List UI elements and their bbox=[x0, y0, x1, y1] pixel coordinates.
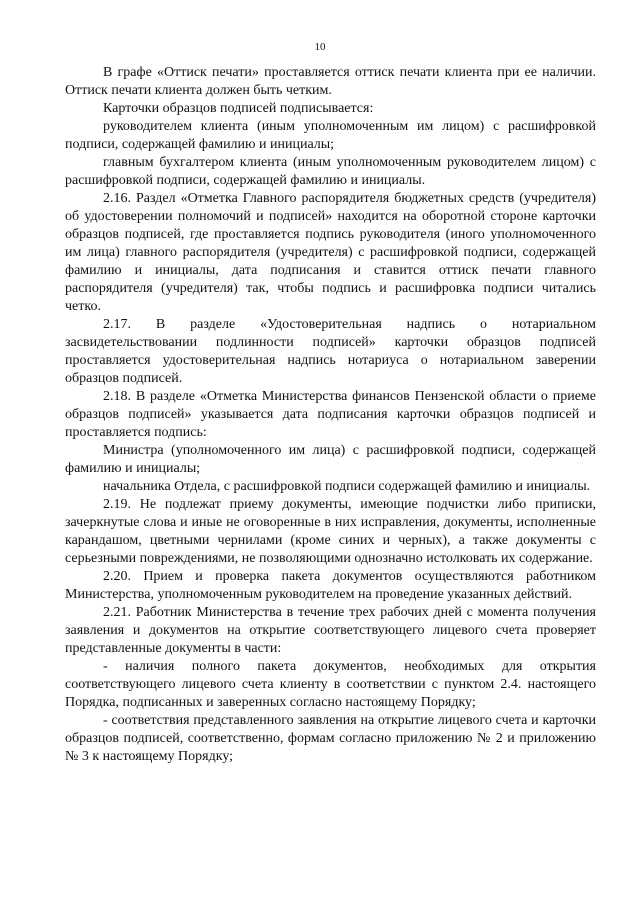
paragraph: - соответствия представленного заявления на открытие лицевого счета и карточки образцов подписей, соответственно, формам согласно приложению № 2 и приложению № 3 к настоящему Порядку; bbox=[65, 713, 596, 764]
paragraph: - наличия полного пакета документов, необходимых для открытия соответствующего лицевого счета клиенту в соответствии с пунктом 2.4. настоящего Порядка, подписанных и заверенных согласно настоящему Порядку; bbox=[65, 659, 596, 710]
paragraph: 2.17. В разделе «Удостоверительная надпись о нотариальном засвидетельствовании подлинности подписей» карточки образцов подписей проставляется удостоверительная надпись нотариуса о нотариальном заверении образцов подписей. bbox=[65, 317, 596, 386]
paragraph: 2.18. В разделе «Отметка Министерства финансов Пензенской области о приеме образцов подписей» указывается дата подписания карточки образцов подписей и проставляется подпись: bbox=[65, 389, 596, 440]
page-number: 10 bbox=[314, 41, 326, 53]
paragraph: главным бухгалтером клиента (иным уполномоченным руководителем лицом) с расшифровкой подписи, содержащей фамилию и инициалы. bbox=[65, 155, 596, 188]
paragraph: 2.21. Работник Министерства в течение трех рабочих дней с момента получения заявления и документов на открытие соответствующего лицевого счета проверяет представленные документы в части: bbox=[65, 605, 596, 656]
document-body bbox=[65, 64, 596, 766]
paragraph: 2.19. Не подлежат приему документы, имеющие подчистки либо приписки, зачеркнутые слова и иные не оговоренные в них исправления, документы, исполненные карандашом, цветными чернилами (кроме синих и черных), а также документы с серьезными повреждениями, не позволяющими однозначно истолковать их содержание. bbox=[65, 497, 596, 566]
paragraph: В графе «Оттиск печати» проставляется оттиск печати клиента при ее наличии. Оттиск печати клиента должен быть четким. bbox=[65, 65, 596, 98]
paragraph: начальника Отдела, с расшифровкой подписи содержащей фамилию и инициалы. bbox=[103, 479, 591, 494]
paragraph: Министра (уполномоченного им лица) с расшифровкой подписи, содержащей фамилию и инициалы; bbox=[65, 443, 596, 476]
paragraph: 2.20. Прием и проверка пакета документов осуществляются работником Министерства, уполномоченным руководителем на проведение указанных действий. bbox=[65, 569, 596, 602]
paragraph: 2.16. Раздел «Отметка Главного распорядителя бюджетных средств (учредителя) об удостоверении полномочий и подписей» находится на оборотной стороне карточки образцов подписей, где проставляется подпись руководителя (иного уполномоченного им лица) главного распорядителя (учредителя) с расшифровкой подписи, содержащей фамилию и инициалы, дата подписания и ставится оттиск печати главного распорядителя (учредителя) так, чтобы подпись и расшифровка подписи читались четко. bbox=[65, 191, 596, 314]
paragraph: Карточки образцов подписей подписывается: bbox=[103, 101, 374, 116]
paragraph: руководителем клиента (иным уполномоченным им лицом) с расшифровкой подписи, содержащей фамилию и инициалы; bbox=[65, 119, 596, 152]
